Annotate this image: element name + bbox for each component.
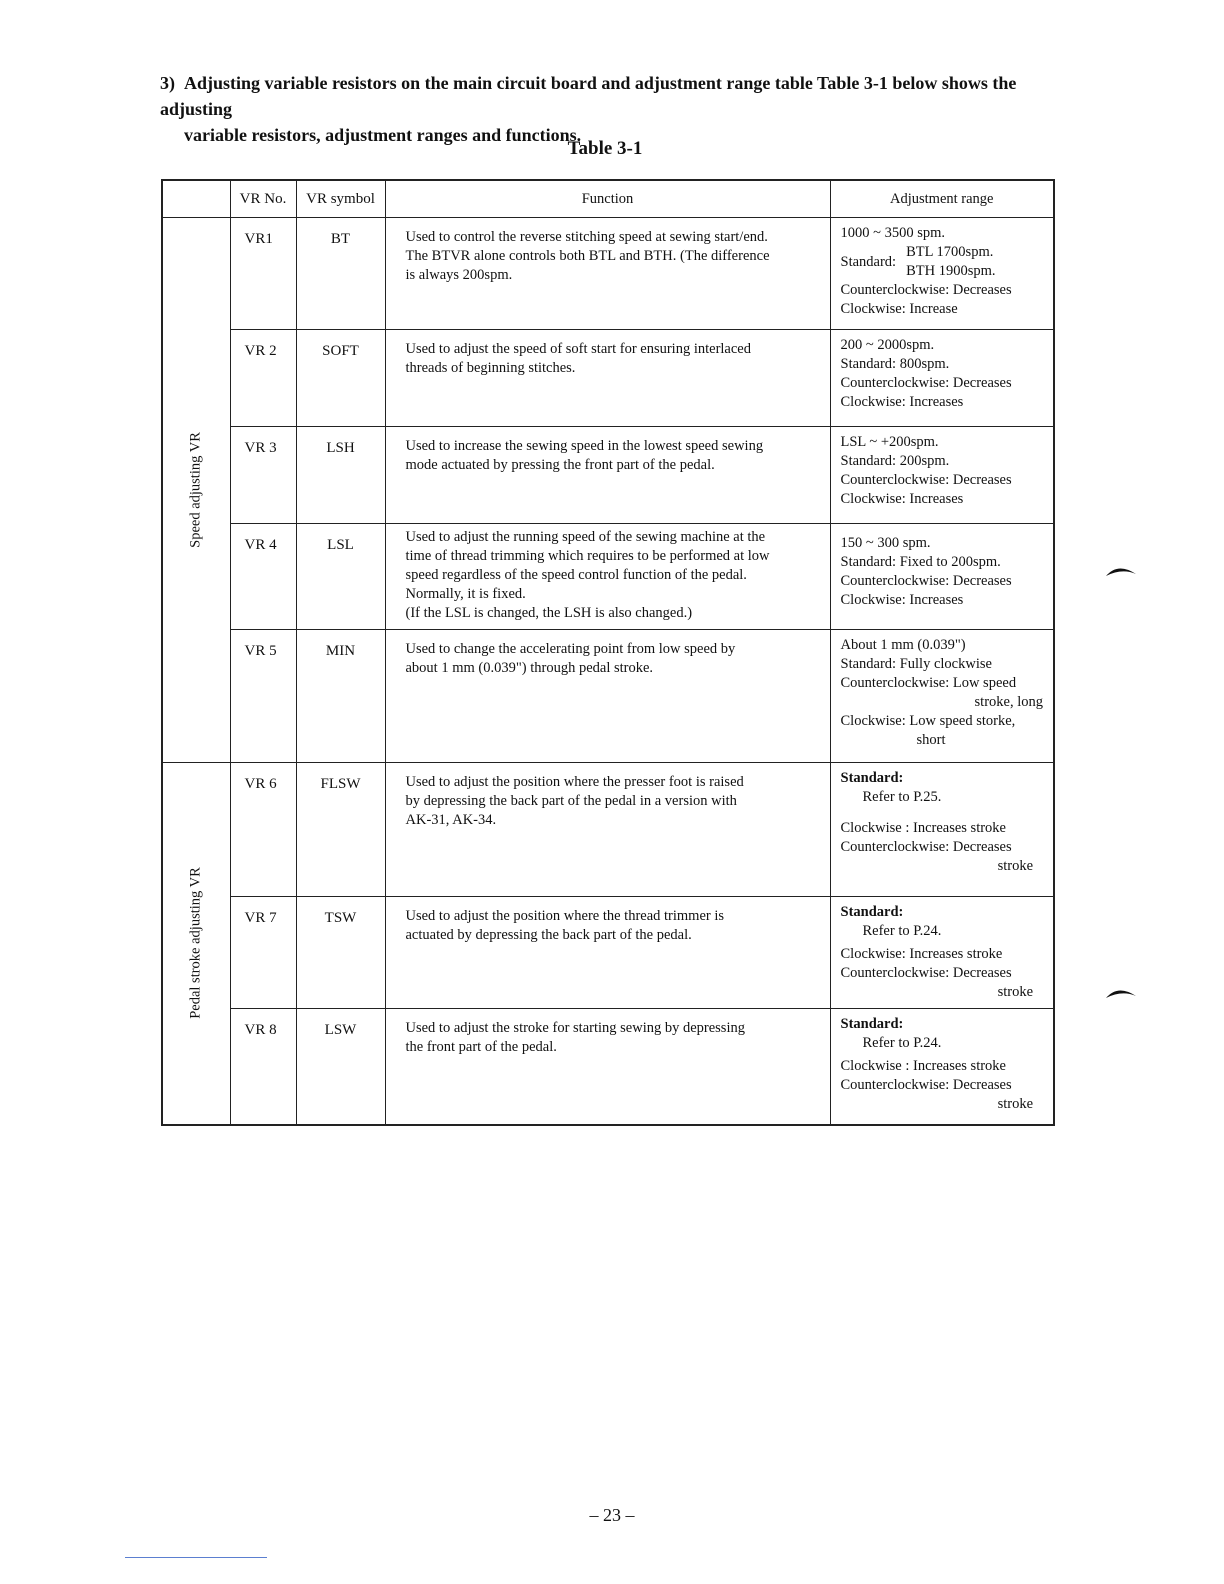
vr-symbol-cell: FLSW bbox=[296, 763, 385, 897]
function-line: Used to adjust the stroke for starting sewing by depressing bbox=[405, 1020, 745, 1036]
vr-no-cell: VR 7 bbox=[230, 897, 296, 1009]
header-function: Function bbox=[385, 180, 830, 218]
vr-no-cell: VR 2 bbox=[230, 330, 296, 427]
range-standard-btl: BTL 1700spm. bbox=[906, 244, 994, 260]
range-line: Clockwise : Increases stroke bbox=[840, 1058, 1006, 1074]
table-row-vr1 bbox=[162, 218, 1054, 330]
range-standard-label: Standard: bbox=[840, 770, 904, 786]
vr-symbol-cell: BT bbox=[296, 218, 385, 330]
function-cell bbox=[385, 897, 830, 1009]
function-line: threads of beginning stitches. bbox=[405, 360, 576, 376]
table-row-vr3 bbox=[162, 427, 1054, 524]
binder-hole-mark-icon bbox=[1104, 562, 1138, 578]
range-line: Counterclockwise: Decreases bbox=[840, 839, 1012, 855]
range-reference: Refer to P.24. bbox=[862, 923, 942, 939]
heading-line-1: Adjusting variable resistors on the main circuit board and adjustment range table Table 3-1 below shows the adjusting bbox=[160, 73, 1017, 119]
range-cell bbox=[830, 330, 1054, 427]
range-cell bbox=[830, 763, 1054, 897]
range-line: 200 ~ 2000spm. bbox=[840, 337, 935, 353]
page-number: – 23 – bbox=[589, 1505, 635, 1525]
section-number: 3) bbox=[160, 73, 175, 93]
heading-line-2: variable resistors, adjustment ranges and functions. bbox=[184, 125, 582, 145]
function-line: Used to control the reverse stitching speed at sewing start/end. bbox=[405, 229, 768, 245]
table-header-row bbox=[162, 180, 1054, 218]
range-line: Standard: 800spm. bbox=[840, 356, 950, 372]
function-cell bbox=[385, 218, 830, 330]
function-line: AK-31, AK-34. bbox=[405, 812, 497, 828]
range-cell bbox=[830, 1009, 1054, 1125]
table-row-vr4 bbox=[162, 524, 1054, 630]
function-cell bbox=[385, 427, 830, 524]
range-line: Counterclockwise: Decreases bbox=[840, 965, 1012, 981]
range-cell bbox=[830, 524, 1054, 630]
function-line: (If the LSL is changed, the LSH is also changed.) bbox=[405, 605, 693, 621]
range-standard-label: Standard: bbox=[840, 253, 897, 270]
range-line: Clockwise : Increases stroke bbox=[840, 820, 1006, 836]
range-line: Standard: 200spm. bbox=[840, 453, 950, 469]
function-line: Used to adjust the speed of soft start for ensuring interlaced bbox=[405, 341, 751, 357]
range-standard-label: Standard: bbox=[840, 904, 904, 920]
range-line: Clockwise: Increases bbox=[840, 394, 964, 410]
table-row-vr5 bbox=[162, 630, 1054, 763]
function-line: Used to change the accelerating point from low speed by bbox=[405, 641, 736, 657]
range-line: Standard: Fully clockwise bbox=[840, 656, 992, 672]
vr-adjustment-table bbox=[161, 179, 1055, 1126]
range-line: 150 ~ 300 spm. bbox=[840, 535, 931, 551]
range-cell bbox=[830, 218, 1054, 330]
range-line: Clockwise: Increases stroke bbox=[840, 946, 1003, 962]
group-label-pedal: Pedal stroke adjusting VR bbox=[187, 867, 204, 1020]
range-line: LSL ~ +200spm. bbox=[840, 434, 939, 450]
function-cell bbox=[385, 630, 830, 763]
range-line: Counterclockwise: Decreases bbox=[840, 375, 1012, 391]
function-line: by depressing the back part of the pedal in a version with bbox=[405, 793, 737, 809]
range-line: short bbox=[916, 732, 946, 748]
table-row-vr2 bbox=[162, 330, 1054, 427]
function-line: mode actuated by pressing the front part of the pedal. bbox=[405, 457, 715, 473]
group-label-speed: Speed adjusting VR bbox=[187, 432, 204, 548]
range-cell bbox=[830, 897, 1054, 1009]
range-line: Clockwise: Increases bbox=[840, 491, 964, 507]
function-line: Used to increase the sewing speed in the lowest speed sewing bbox=[405, 438, 764, 454]
table-row-vr7 bbox=[162, 897, 1054, 1009]
range-line: Counterclockwise: Decreases bbox=[840, 1077, 1012, 1093]
footer-rule bbox=[125, 1557, 267, 1558]
function-cell bbox=[385, 763, 830, 897]
range-line: Clockwise: Low speed storke, bbox=[840, 713, 1016, 729]
function-line: Normally, it is fixed. bbox=[405, 586, 526, 602]
range-line: Counterclockwise: Decreases bbox=[840, 472, 1012, 488]
range-standard bbox=[841, 243, 1048, 281]
range-line: About 1 mm (0.039") bbox=[840, 637, 966, 653]
vr-symbol-cell: LSL bbox=[296, 524, 385, 630]
range-line: stroke bbox=[997, 858, 1033, 874]
function-cell bbox=[385, 1009, 830, 1125]
header-blank bbox=[162, 180, 230, 218]
range-standard-bth: BTH 1900spm. bbox=[906, 263, 996, 279]
function-line: time of thread trimming which requires to be performed at low bbox=[405, 548, 770, 564]
vr-symbol-cell: LSW bbox=[296, 1009, 385, 1125]
vr-no-cell: VR 3 bbox=[230, 427, 296, 524]
range-line: 1000 ~ 3500 spm. bbox=[840, 225, 946, 241]
range-line: stroke bbox=[997, 984, 1033, 1000]
function-cell bbox=[385, 524, 830, 630]
header-adjustment-range: Adjustment range bbox=[830, 180, 1054, 218]
range-line: Counterclockwise: Decreases bbox=[840, 282, 1012, 298]
function-line: Used to adjust the running speed of the sewing machine at the bbox=[405, 529, 766, 545]
function-line: Used to adjust the position where the thread trimmer is bbox=[405, 908, 725, 924]
range-line: stroke, long bbox=[974, 694, 1043, 710]
vr-no-cell: VR 5 bbox=[230, 630, 296, 763]
function-line: speed regardless of the speed control function of the pedal. bbox=[405, 567, 747, 583]
range-line: Clockwise: Increases bbox=[840, 592, 964, 608]
vr-symbol-cell: TSW bbox=[296, 897, 385, 1009]
group-speed-adjusting bbox=[162, 218, 230, 763]
table-row-vr6 bbox=[162, 763, 1054, 897]
function-line: about 1 mm (0.039") through pedal stroke. bbox=[405, 660, 654, 676]
range-line: Counterclockwise: Decreases bbox=[840, 573, 1012, 589]
function-line: the front part of the pedal. bbox=[405, 1039, 557, 1055]
range-reference: Refer to P.25. bbox=[862, 789, 942, 805]
range-line: Clockwise: Increase bbox=[840, 301, 958, 317]
group-pedal-stroke-adjusting bbox=[162, 763, 230, 1125]
range-cell bbox=[830, 630, 1054, 763]
range-reference: Refer to P.24. bbox=[862, 1035, 942, 1051]
vr-no-cell: VR 4 bbox=[230, 524, 296, 630]
function-cell bbox=[385, 330, 830, 427]
function-line: The BTVR alone controls both BTL and BTH. (The difference bbox=[405, 248, 770, 264]
range-line: Counterclockwise: Low speed bbox=[840, 675, 1017, 691]
table-caption: Table 3-1 bbox=[567, 138, 643, 159]
header-vr-symbol: VR symbol bbox=[296, 180, 385, 218]
function-line: actuated by depressing the back part of the pedal. bbox=[405, 927, 692, 943]
range-line: stroke bbox=[997, 1096, 1033, 1112]
range-line: Standard: Fixed to 200spm. bbox=[840, 554, 1001, 570]
vr-symbol-cell: SOFT bbox=[296, 330, 385, 427]
table-row-vr8 bbox=[162, 1009, 1054, 1125]
binder-hole-mark-icon bbox=[1104, 984, 1138, 1000]
vr-symbol-cell: MIN bbox=[296, 630, 385, 763]
header-vr-no: VR No. bbox=[230, 180, 296, 218]
function-line: is always 200spm. bbox=[405, 267, 513, 283]
range-cell bbox=[830, 427, 1054, 524]
vr-no-cell: VR 8 bbox=[230, 1009, 296, 1125]
function-line: Used to adjust the position where the presser foot is raised bbox=[405, 774, 744, 790]
vr-no-cell: VR1 bbox=[230, 218, 296, 330]
vr-symbol-cell: LSH bbox=[296, 427, 385, 524]
section-heading bbox=[160, 70, 1080, 148]
range-standard-label: Standard: bbox=[840, 1016, 904, 1032]
vr-no-cell: VR 6 bbox=[230, 763, 296, 897]
